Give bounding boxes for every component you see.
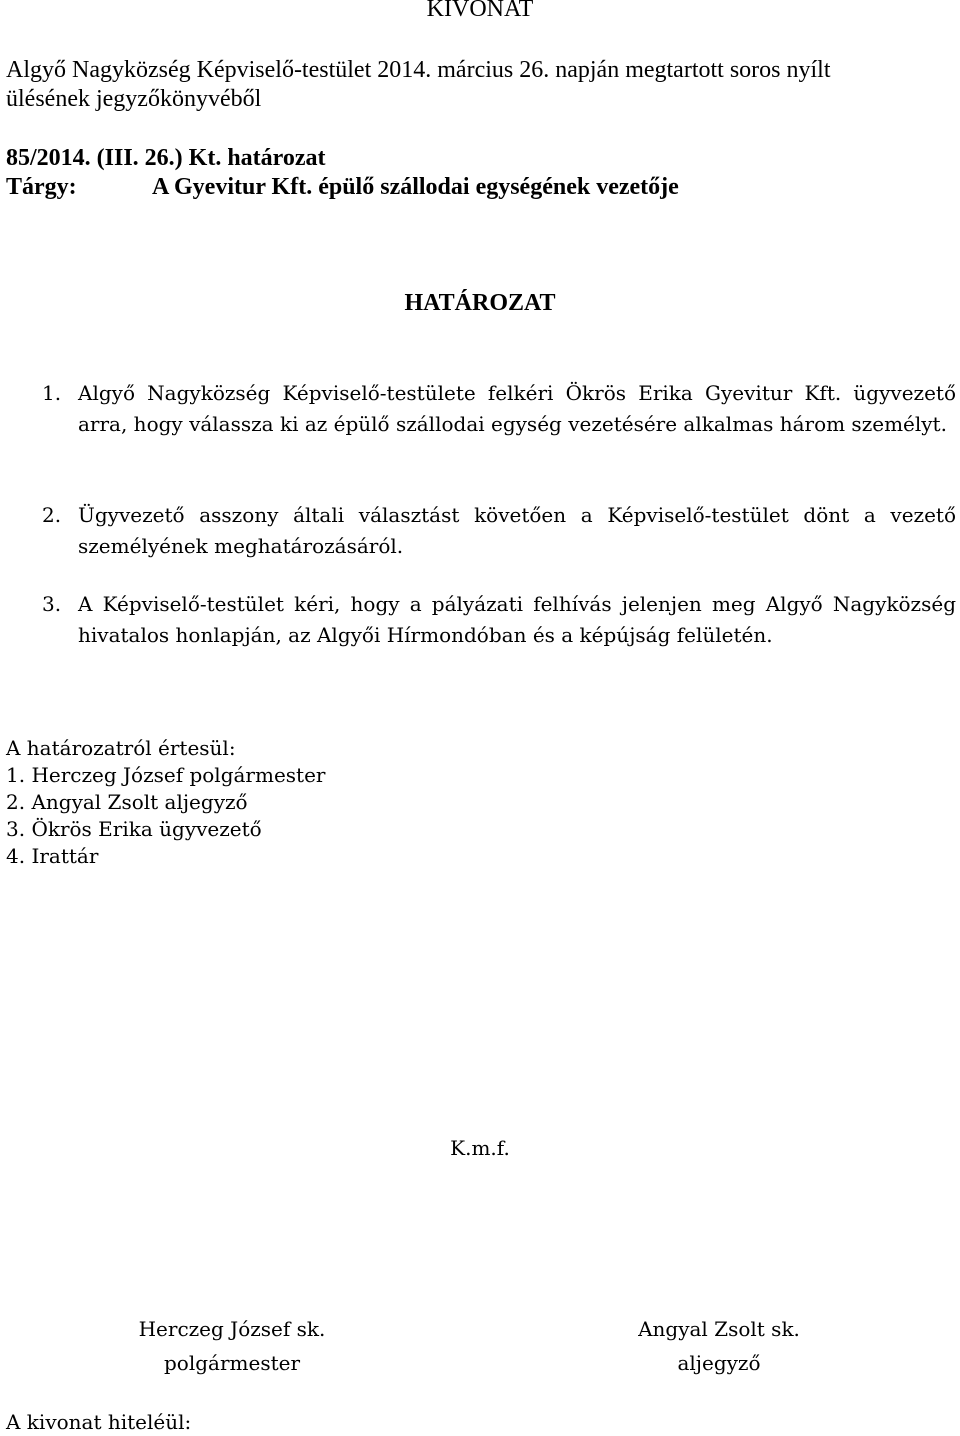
recipient-list [6, 762, 326, 870]
list-item: 4. Irattár [6, 844, 99, 868]
document-title: KIVONAT [426, 0, 534, 22]
signature-right [569, 1312, 869, 1380]
subject-text: A Gyevitur Kft. épülő szállodai egységének vezetője [152, 174, 679, 200]
intro-line-1: Algyő Nagyközség Képviselő-testület 2014. március 26. napján megtartott soros nyílt [6, 57, 831, 83]
signature-left [82, 1312, 382, 1380]
subject-label: Tárgy: [6, 174, 77, 200]
kmf-mark: K.m.f. [450, 1136, 510, 1160]
attestation-label: A kivonat hiteléül: [6, 1410, 192, 1434]
item-number: 1. [42, 381, 62, 405]
notification-title: A határozatról értesül: [6, 736, 236, 760]
resolution-heading: HATÁROZAT [404, 290, 556, 316]
signatory-role: aljegyző [677, 1351, 761, 1375]
notification-block [6, 735, 326, 870]
list-item: 2. Angyal Zsolt aljegyző [6, 790, 248, 814]
item-number: 2. [42, 503, 62, 527]
signatory-name: Herczeg József sk. [138, 1317, 326, 1341]
list-item: 1. Herczeg József polgármester [6, 763, 326, 787]
resolution-number: 85/2014. (III. 26.) Kt. határozat [6, 145, 326, 171]
signatory-role: polgármester [163, 1351, 301, 1375]
intro-line-2: ülésének jegyzőkönyvéből [6, 86, 262, 112]
item-text: A Képviselő-testület kéri, hogy a pályázati felhívás jelenjen meg Algyő Nagyközség hivatalos honlapján, az Algyői Hírmondóban és a képújság felületén. [78, 592, 956, 647]
list-item: 3. Ökrös Erika ügyvezető [6, 817, 262, 841]
signatory-name: Angyal Zsolt sk. [638, 1317, 800, 1341]
item-text: Algyő Nagyközség Képviselő-testülete felkéri Ökrös Erika Gyevitur Kft. ügyvezető arra, hogy válassza ki az épülő szállodai egység vezetésére alkalmas három személyt. [78, 381, 956, 436]
item-number: 3. [42, 592, 62, 616]
item-text: Ügyvezető asszony általi választást követően a Képviselő-testület dönt a vezető személyének meghatározásáról. [78, 503, 956, 558]
